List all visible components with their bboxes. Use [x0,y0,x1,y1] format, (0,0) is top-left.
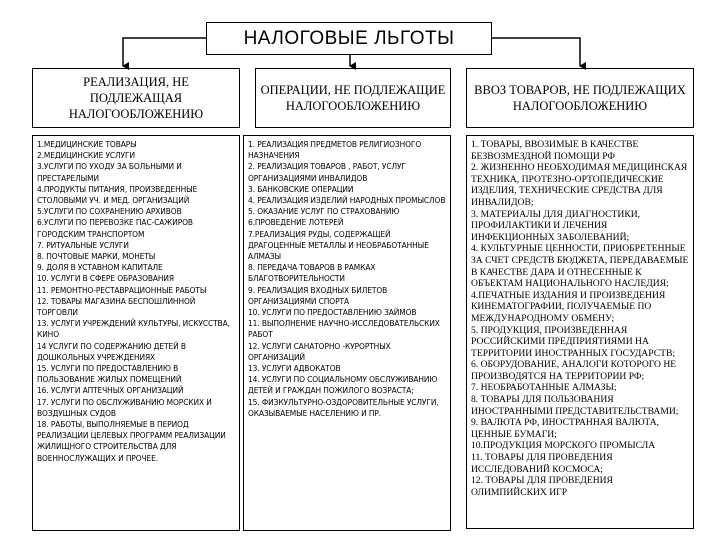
list-item: 15. ФИЗКУЛЬТУРНО-ОЗДОРОВИТЕЛЬНЫЕ УСЛУГИ, ОКАЗЫВАЕМЫЕ НАСЕЛЕНИЮ И ПР. [248,396,439,418]
list-item: 5.УСЛУГИ ПО СОХРАНЕНИЮ АРХИВОВ [37,206,182,217]
header-sales-exempt: РЕАЛИЗАЦИЯ, НЕ ПОДЛЕЖАЩАЯ НАЛОГООБЛОЖЕНИЮ [32,68,240,128]
list-item: 6. ОБОРУДОВАНИЕ, АНАЛОГИ КОТОРОГО НЕ ПРОИЗВОДЯТСЯ НА ТЕРРИТОРИИ РФ; [471,359,677,382]
list-item: 13. УСЛУГИ АДВОКАТОВ [248,363,341,374]
list-item: 1. ТОВАРЫ, ВВОЗИМЫЕ В КАЧЕСТВЕ БЕЗВОЗМЕЗДНОЙ ПОМОЩИ РФ [471,139,639,162]
list-item: 10. УСЛУГИ В СФЕРЕ ОБРАЗОВАНИЯ [37,273,174,284]
list-item: 5. ПРОДУКЦИЯ, ПРОИЗВЕДЕННАЯ РОССИЙСКИМИ ПРЕДПРИЯТИЯМИ НА ТЕРРИТОРИИ ИНОСТРАННЫХ ГОСУДАРСТВ; [471,324,676,359]
list-item: 1.МЕДИЦИНСКИЕ ТОВАРЫ [37,139,137,149]
list-item: 11. ВЫПОЛНЕНИЕ НАУЧНО-ИССЛЕДОВАТЕЛЬСКИХ РАБОТ [248,318,440,340]
list-item: 8. ПОЧТОВЫЕ МАРКИ, МОНЕТЫ [37,251,156,262]
list-item: 5. ОКАЗАНИЕ УСЛУГ ПО СТРАХОВАНИЮ [248,206,400,217]
list-operations-exempt [243,135,451,531]
list-item: 16. УСЛУГИ АПТЕЧНЫХ ОРГАНИЗАЦИЙ [37,385,184,396]
list-item: 14. УСЛУГИ ПО СОЦИАЛЬНОМУ ОБСЛУЖИВАНИЮ ДЕТЕЙ И ГРАЖДАН ПОЖИЛОГО ВОЗРАСТА; [248,374,438,396]
list-item: 13. УСЛУГИ УЧРЕЖДЕНИЙ КУЛЬТУРЫ, ИСКУССТВА, КИНО [37,318,230,340]
list-item: 4. КУЛЬТУРНЫЕ ЦЕННОСТИ, ПРИОБРЕТЕННЫЕ ЗА СЧЕТ СРЕДСТВ БЮДЖЕТА, ПЕРЕДАВАЕМЫЕ В КАЧЕСТВЕ ДАРА И ОТНЕСЕННЫЕ К ОБЪЕКТАМ НАЦИОНАЛЬНОГО НАСЛЕДИЯ; [471,243,689,290]
list-item: 2. ЖИЗНЕННО НЕОБХОДИМАЯ МЕДИЦИНСКАЯ ТЕХНИКА, ПРОТЕЗНО-ОРТОПЕДИЧЕСКИЕ ИЗДЕЛИЯ, ТЕХНИЧЕСКИЕ СРЕДСТВА ДЛЯ ИНВАЛИДОВ; [471,162,688,208]
list-item: 10.ПРОДУКЦИЯ МОРСКОГО ПРОМЫСЛА [471,440,656,452]
list-item: 17. УСЛУГИ ПО ОБСЛУЖИВАНИЮ МОРСКИХ И ВОЗДУШНЫХ СУДОВ [37,396,212,418]
list-item: 9. ДОЛЯ В УСТАВНОМ КАПИТАЛЕ [37,262,163,273]
list-sales-exempt [32,135,240,531]
list-item: 4.ПЕЧАТНЫЕ ИЗДАНИЯ И ПРОИЗВЕДЕНИЯ КИНЕМАТОГРАФИИ, ПОЛУЧАЕМЫЕ ПО МЕЖДУНАРОДНОМУ ОБМЕНУ; [471,289,666,324]
list-item: 4. РЕАЛИЗАЦИЯ ИЗДЕЛИЙ НАРОДНЫХ ПРОМЫСЛОВ [248,195,446,206]
header-operations-exempt: ОПЕРАЦИИ, НЕ ПОДЛЕЖАЩИЕ НАЛОГООБЛОЖЕНИЮ [255,68,451,128]
list-item: 9. ВАЛЮТА РФ, ИНОСТРАННАЯ ВАЛЮТА, ЦЕННЫЕ БУМАГИ; [471,417,660,440]
list-item: 4.ПРОДУКТЫ ПИТАНИЯ, ПРОИЗВЕДЕННЫЕ СТОЛОВЫМИ УЧ. И МЕД. ОРГАНИЗАЦИЙ [37,183,198,206]
list-item: 11. РЕМОНТНО-РЕСТАВРАЦИОННЫЕ РАБОТЫ [37,284,207,295]
arrow-left [123,38,206,66]
list-item: 7. РИТУАЛЬНЫЕ УСЛУГИ [37,239,129,250]
list-item: 3. МАТЕРИАЛЫ ДЛЯ ДИАГНОСТИКИ, ПРОФИЛАКТИКИ И ЛЕЧЕНИЯ ИНФЕКЦИОННЫХ ЗАБОЛЕВАНИЙ; [471,208,641,243]
arrow-right [492,38,580,66]
list-item: 2.МЕДИЦИНСКИЕ УСЛУГИ [37,150,135,161]
diagram-title: НАЛОГОВЫЕ ЛЬГОТЫ [206,22,492,55]
list-item: 7. НЕОБРАБОТАННЫЕ АЛМАЗЫ; [471,382,617,394]
list-item: 1. РЕАЛИЗАЦИЯ ПРЕДМЕТОВ РЕЛИГИОЗНОГО НАЗНАЧЕНИЯ [248,139,422,161]
list-item: 7.РЕАЛИЗАЦИЯ РУДЫ, СОДЕРЖАЩЕЙ ДРАГОЦЕННЫЕ МЕТАЛЛЫ И НЕОБРАБОТАННЫЕ АЛМАЗЫ [248,228,429,262]
list-item: 3.УСЛУГИ ПО УХОДУ ЗА БОЛЬНЫМИ И ПРЕСТАРЕЛЫМИ [37,161,182,183]
list-item: 9. РЕАЛИЗАЦИЯ ВХОДНЫХ БИЛЕТОВ ОРГАНИЗАЦИЯМИ СПОРТА [248,284,388,306]
list-item: 12. ТОВАРЫ ДЛЯ ПРОВЕДЕНИЯ ОЛИМПИЙСКИХ ИГР [471,475,613,498]
list-item: 18. РАБОТЫ, ВЫПОЛНЯЕМЫЕ В ПЕРИОД РЕАЛИЗАЦИИ ЦЕЛЕВЫХ ПРОГРАММ РЕАЛИЗАЦИИ ЖИЛИЩНОГО СТРОИТЕЛЬСТВА ДЛЯ ВОЕННОСЛУЖАЩИХ И ПРОЧЕЕ. [37,419,226,463]
list-item: 15. УСЛУГИ ПО ПРЕДОСТАВЛЕНИЮ В ПОЛЬЗОВАНИЕ ЖИЛЫХ ПОМЕЩЕНИЙ [37,363,182,385]
list-item: 11. ТОВАРЫ ДЛЯ ПРОВЕДЕНИЯ ИССЛЕДОВАНИЙ КОСМОСА; [471,452,613,475]
list-item: 2. РЕАЛИЗАЦИЯ ТОВАРОВ , РАБОТ, УСЛУГ ОРГАНИЗАЦИЯМИ ИНВАЛИДОВ [248,161,406,183]
list-item: 12. ТОВАРЫ МАГАЗИНА БЕСПОШЛИННОЙ ТОРГОВЛИ [37,295,196,318]
list-item: 8. ПЕРЕДАЧА ТОВАРОВ В РАМКАХ БЛАГОТВОРИТЕЛЬНОСТИ [248,262,376,284]
list-import-exempt [466,135,694,529]
header-import-exempt: ВВОЗ ТОВАРОВ, НЕ ПОДЛЕЖАЩИХ НАЛОГООБЛОЖЕНИЮ [466,68,694,128]
list-item: 3. БАНКОВСКИЕ ОПЕРАЦИИ [248,183,354,194]
list-item: 12. УСЛУГИ САНАТОРНО -КУРОРТНЫХ ОРГАНИЗАЦИЙ [248,340,391,362]
list-item: 8. ТОВАРЫ ДЛЯ ПОЛЬЗОВАНИЯ ИНОСТРАННЫМИ ПРЕДСТАВИТЕЛЬСТВАМИ; [471,394,679,417]
list-item: 10. УСЛУГИ ПО ПРЕДОСТАВЛЕНИЮ ЗАЙМОВ [248,307,417,318]
list-item: 6.ПРОВЕДЕНИЕ ЛОТЕРЕЙ [248,217,344,228]
list-item: 14 УСЛУГИ ПО СОДЕРЖАНИЮ ДЕТЕЙ В ДОШКОЛЬНЫХ УЧРЕЖДЕНИЯХ [37,340,186,362]
list-item: 6.УСЛУГИ ПО ПЕРЕВОЗКЕ ПАС-САЖИРОВ ГОРОДСКИМ ТРАНСПОРТОМ [37,217,193,239]
